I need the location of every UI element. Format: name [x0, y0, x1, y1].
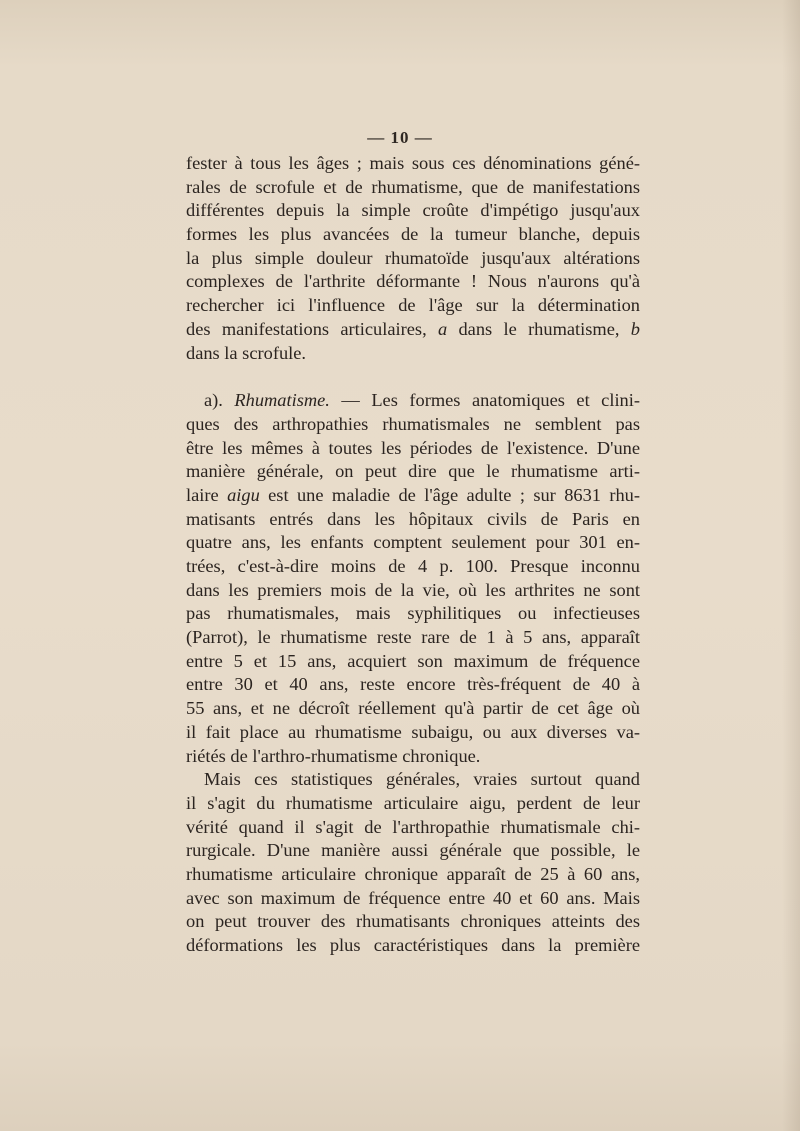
text-line: rales de scrofule et de rhumatisme, que de manifestations — [186, 176, 640, 197]
text-line: être les mêmes à toutes les périodes de l'existence. D'une — [186, 437, 640, 458]
text-line: matisants entrés dans les hôpitaux civils de Paris en — [186, 508, 640, 529]
text-line: Mais ces statistiques générales, vraies surtout quand — [204, 769, 640, 790]
text-line — [186, 318, 640, 342]
text-line: manière générale, on peut dire que le rhumatisme arti- — [186, 461, 640, 482]
paragraph-2 — [186, 389, 640, 768]
text-line: (Parrot), le rhumatisme reste rare de 1 à 5 ans, apparaît — [186, 627, 640, 648]
text-segment: laire — [186, 484, 228, 505]
text-line: dans les premiers mois de la vie, où les arthrites ne sont — [186, 579, 640, 600]
section-title: Rhumatisme. — [234, 390, 330, 411]
text-line: entre 30 et 40 ans, reste encore très-fréquent de 40 à — [186, 674, 640, 695]
paragraph-spacer — [186, 365, 640, 389]
text-line: rurgicale. D'une manière aussi générale que possible, le — [186, 840, 640, 861]
text-segment: des manifestations articulaires, — [186, 318, 438, 339]
text-line: on peut trouver des rhumatisants chroniques atteints des — [186, 911, 640, 932]
emphasis: aigu — [227, 484, 260, 505]
section-heading-line — [186, 389, 640, 413]
text-segment: dans le rhumatisme, — [447, 318, 631, 339]
text-line: riétés de l'arthro-rhumatisme chronique. — [186, 745, 481, 766]
text-line: il fait place au rhumatisme subaigu, ou aux diverses va- — [186, 721, 640, 742]
text-line: 55 ans, et ne décroît réellement qu'à partir de cet âge où — [186, 698, 640, 719]
page-edge-shadow — [782, 0, 800, 1131]
enumeration-letter: b — [630, 318, 640, 339]
text-line: la plus simple douleur rhumatoïde jusqu'aux altérations — [186, 247, 640, 268]
text-line: avec son maximum de fréquence entre 40 et 60 ans. Mais — [186, 887, 640, 908]
enumeration-letter: a — [437, 318, 448, 339]
text-line: formes les plus avancées de la tumeur blanche, depuis — [186, 224, 640, 245]
paragraph-3 — [186, 768, 640, 958]
text-line: complexes de l'arthrite déformante ! Nous n'aurons qu'à — [186, 271, 640, 292]
text-line: dans la scrofule. — [186, 342, 307, 363]
text-segment: — Les formes anatomiques et clini- — [329, 390, 640, 411]
text-line: rechercher ici l'influence de l'âge sur la détermination — [186, 295, 640, 316]
text-line: pas rhumatismales, mais syphilitiques ou infectieuses — [186, 603, 640, 624]
page-number: — 10 — — [367, 128, 433, 147]
text-line: fester à tous les âges ; mais sous ces dénominations géné- — [186, 153, 640, 173]
section-marker: a). — [204, 390, 235, 411]
text-line: déformations les plus caractéristiques dans la première — [186, 935, 640, 955]
text-segment: est une maladie de l'âge adulte ; sur 8631 rhu- — [259, 484, 640, 505]
paragraph-1 — [186, 152, 640, 365]
text-line: différentes depuis la simple croûte d'impétigo jusqu'aux — [186, 200, 640, 221]
text-line: ques des arthropathies rhumatismales ne semblent pas — [186, 413, 640, 434]
body-text — [186, 152, 640, 958]
text-line: entre 5 et 15 ans, acquiert son maximum de fréquence — [186, 650, 640, 671]
text-line: rhumatisme articulaire chronique apparaît de 25 à 60 ans, — [186, 863, 640, 884]
text-line: vérité quand il s'agit de l'arthropathie rhumatismale chi- — [186, 816, 640, 837]
text-line — [186, 484, 640, 508]
text-line: il s'agit du rhumatisme articulaire aigu, perdent de leur — [186, 792, 640, 813]
text-line: trées, c'est-à-dire moins de 4 p. 100. Presque inconnu — [186, 556, 640, 576]
text-line: quatre ans, les enfants comptent seulement pour 301 en- — [186, 532, 640, 553]
